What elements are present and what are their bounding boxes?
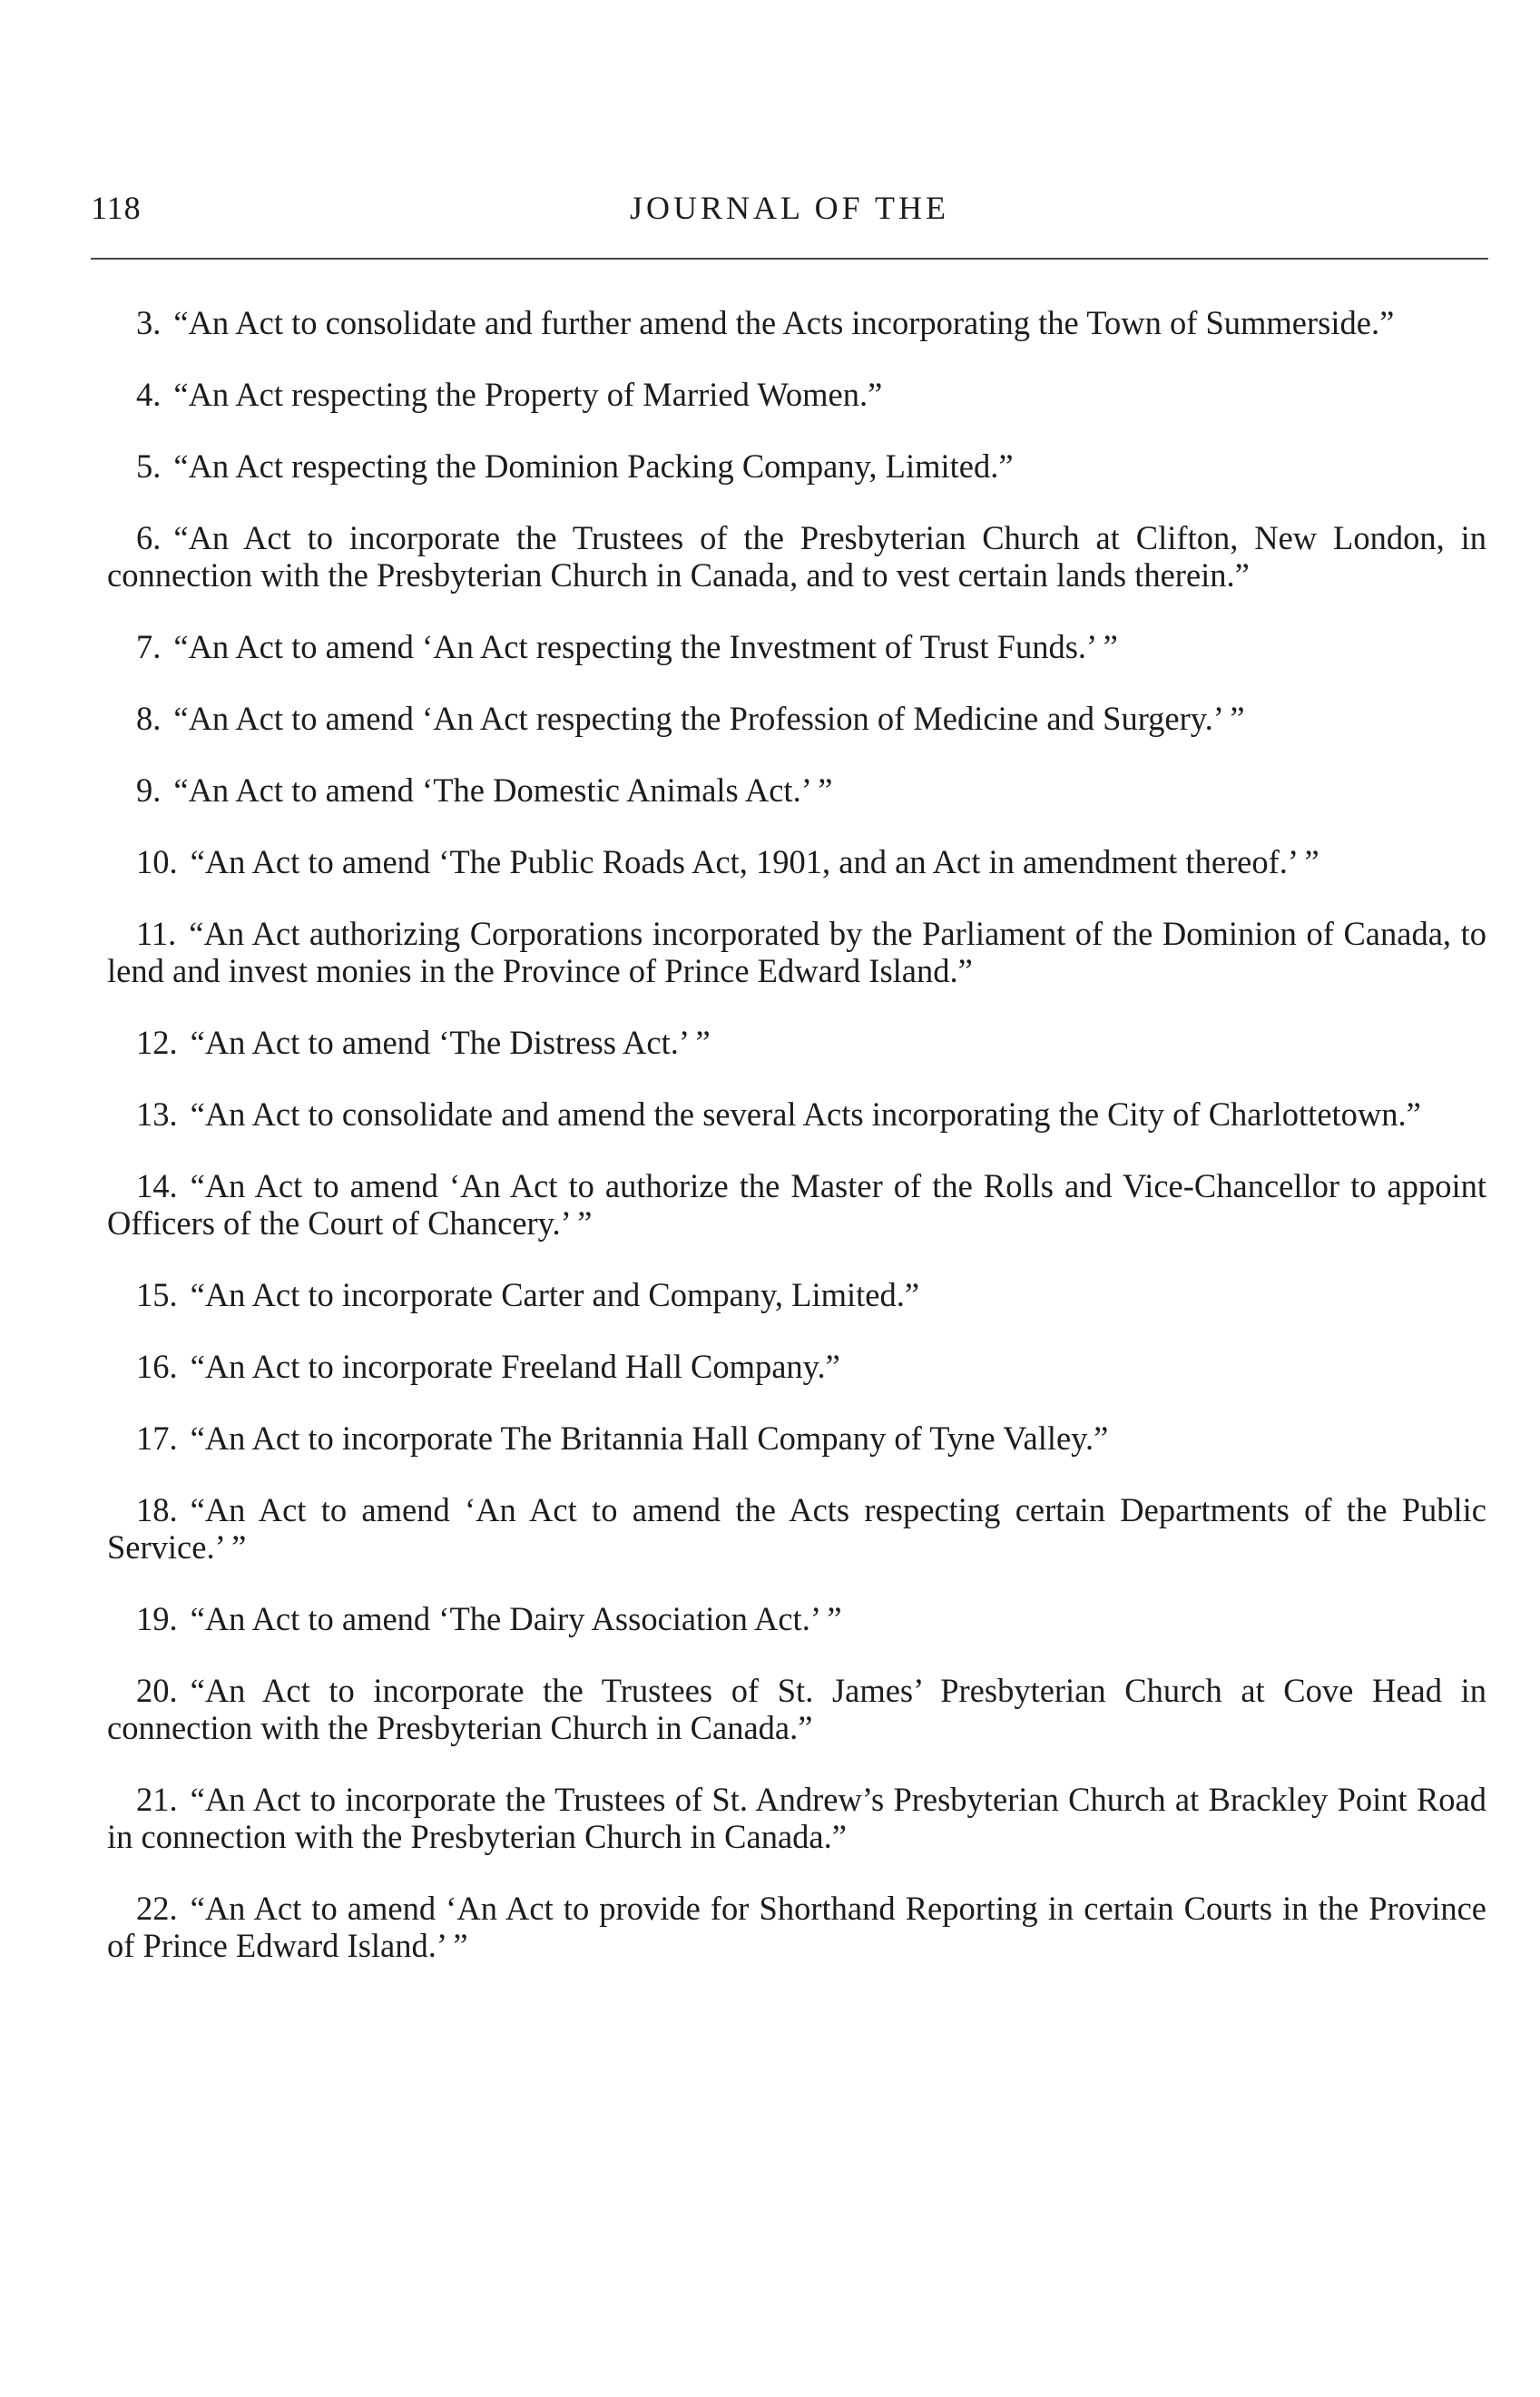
act-item bbox=[107, 1276, 1486, 1313]
header-title: JOURNAL OF THE bbox=[629, 190, 949, 226]
act-number: 22. bbox=[136, 1890, 178, 1927]
act-item bbox=[107, 519, 1486, 594]
act-number: 13. bbox=[136, 1095, 178, 1133]
act-title: “An Act to incorporate Freeland Hall Company.” bbox=[190, 1348, 840, 1385]
act-title: “An Act to consolidate and amend the several Acts incorporating the City of Charlottetown.” bbox=[190, 1095, 1421, 1133]
act-title: “An Act to amend ‘An Act respecting the Profession of Medicine and Surgery.’ ” bbox=[173, 700, 1245, 737]
act-item bbox=[107, 1672, 1486, 1746]
running-head bbox=[91, 189, 1488, 243]
act-number: 17. bbox=[136, 1420, 178, 1457]
act-item bbox=[107, 1491, 1486, 1566]
act-item bbox=[107, 304, 1486, 341]
act-title: “An Act to incorporate the Trustees of the Presbyterian Church at Clifton, New London, in connection with the Presbyterian Church in Canada, and to vest certain lands therein.” bbox=[107, 519, 1486, 594]
act-item bbox=[107, 1167, 1486, 1242]
act-title: “An Act authorizing Corporations incorporated by the Parliament of the Dominion of Canada, to lend and invest monies in the Province of Prince Edward Island.” bbox=[107, 915, 1486, 989]
act-item bbox=[107, 376, 1486, 413]
act-item bbox=[107, 915, 1486, 989]
act-number: 20. bbox=[136, 1672, 178, 1709]
act-title: “An Act to amend ‘An Act to authorize the Master of the Rolls and Vice-Chancellor to appoint Officers of the Court of Chancery.’ ” bbox=[107, 1167, 1486, 1242]
act-title: “An Act respecting the Property of Married Women.” bbox=[173, 376, 883, 413]
act-title: “An Act respecting the Dominion Packing Company, Limited.” bbox=[173, 447, 1014, 485]
act-number: 12. bbox=[136, 1024, 178, 1061]
act-number: 16. bbox=[136, 1348, 178, 1385]
act-number: 21. bbox=[136, 1781, 178, 1818]
act-item bbox=[107, 447, 1486, 485]
act-title: “An Act to amend ‘An Act to amend the Acts respecting certain Departments of the Public Service.’ ” bbox=[107, 1491, 1486, 1566]
page-number: 118 bbox=[91, 190, 142, 226]
act-number: 8. bbox=[136, 700, 162, 737]
act-item bbox=[107, 1890, 1486, 1964]
act-title: “An Act to consolidate and further amend the Acts incorporating the Town of Summerside.” bbox=[173, 304, 1395, 341]
act-title: “An Act to incorporate the Trustees of St. James’ Presbyterian Church at Cove Head in connection with the Presbyterian Church in Canada.” bbox=[107, 1672, 1486, 1746]
act-number: 5. bbox=[136, 447, 162, 485]
act-number: 3. bbox=[136, 304, 162, 341]
act-item bbox=[107, 700, 1486, 737]
act-number: 7. bbox=[136, 628, 162, 665]
act-title: “An Act to amend ‘An Act to provide for Shorthand Reporting in certain Courts in the Province of Prince Edward Island.’ ” bbox=[107, 1890, 1486, 1964]
act-title: “An Act to amend ‘The Distress Act.’ ” bbox=[190, 1024, 711, 1061]
act-number: 6. bbox=[136, 519, 162, 556]
act-item bbox=[107, 1348, 1486, 1385]
act-title: “An Act to amend ‘The Domestic Animals Act.’ ” bbox=[173, 771, 833, 809]
act-item bbox=[107, 628, 1486, 665]
act-number: 4. bbox=[136, 376, 162, 413]
act-item bbox=[107, 843, 1486, 880]
act-number: 15. bbox=[136, 1276, 178, 1313]
act-title: “An Act to incorporate the Trustees of St. Andrew’s Presbyterian Church at Brackley Point Road in connection with the Presbyterian Church in Canada.” bbox=[107, 1781, 1486, 1855]
act-item bbox=[107, 1781, 1486, 1855]
act-title: “An Act to amend ‘The Public Roads Act, 1901, and an Act in amendment thereof.’ ” bbox=[190, 843, 1319, 880]
act-number: 14. bbox=[136, 1167, 178, 1204]
act-title: “An Act to amend ‘An Act respecting the Investment of Trust Funds.’ ” bbox=[173, 628, 1118, 665]
acts-list bbox=[107, 304, 1486, 1999]
act-item bbox=[107, 1420, 1486, 1457]
act-title: “An Act to incorporate The Britannia Hall Company of Tyne Valley.” bbox=[190, 1420, 1109, 1457]
act-number: 9. bbox=[136, 771, 162, 809]
act-title: “An Act to amend ‘The Dairy Association Act.’ ” bbox=[190, 1600, 842, 1637]
act-item bbox=[107, 1095, 1486, 1133]
act-item bbox=[107, 1600, 1486, 1637]
act-number: 10. bbox=[136, 843, 178, 880]
act-item bbox=[107, 771, 1486, 809]
act-number: 19. bbox=[136, 1600, 178, 1637]
act-title: “An Act to incorporate Carter and Company, Limited.” bbox=[190, 1276, 920, 1313]
act-number: 18. bbox=[136, 1491, 178, 1528]
act-item bbox=[107, 1024, 1486, 1061]
act-number: 11. bbox=[136, 915, 177, 952]
header-rule bbox=[91, 258, 1488, 260]
